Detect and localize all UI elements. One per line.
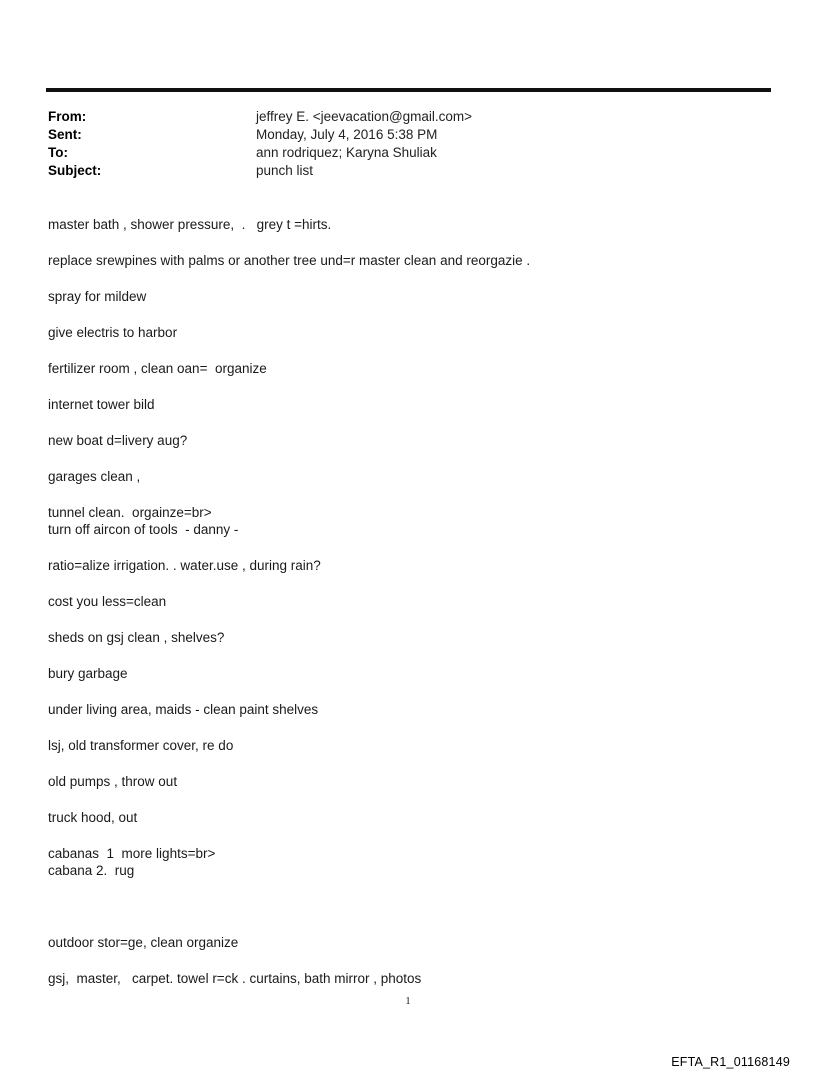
email-header [48, 108, 472, 180]
subject-value: punch list [256, 163, 314, 178]
from-label: From: [48, 109, 87, 124]
body-line: replace srewpines with palms or another tree und=r master clean and reorgazie . [48, 253, 531, 268]
body-line: outdoor stor=ge, clean organize [48, 935, 239, 950]
body-line: gsj, master, carpet. towel r=ck . curtains, bath mirror , photos [48, 971, 422, 986]
body-line: ratio=alize irrigation. . water.use , during rain? [48, 558, 321, 573]
sent-label: Sent: [48, 127, 82, 142]
email-body [48, 216, 748, 987]
body-line: under living area, maids - clean paint shelves [48, 702, 319, 717]
to-value: ann rodriquez; Karyna Shuliak [256, 145, 437, 160]
body-line: spray for mildew [48, 289, 147, 304]
from-value: jeffrey E. <jeevacation@gmail.com> [256, 109, 473, 124]
subject-label: Subject: [48, 163, 102, 178]
body-line: lsj, old transformer cover, re do [48, 738, 234, 753]
body-line: cabanas 1 more lights=br> [48, 846, 216, 861]
body-line: fertilizer room , clean oan= organize [48, 361, 267, 376]
to-label: To: [48, 145, 68, 160]
body-line: sheds on gsj clean , shelves? [48, 630, 225, 645]
body-line: truck hood, out [48, 810, 138, 825]
body-line: turn off aircon of tools - danny - [48, 522, 239, 537]
body-line: garages clean , [48, 469, 141, 484]
document-id: EFTA_R1_01168149 [671, 1055, 790, 1069]
body-line: give electris to harbor [48, 325, 178, 340]
to-row [48, 144, 472, 162]
from-row [48, 108, 472, 126]
body-line: master bath , shower pressure, . grey t =hirts. [48, 217, 332, 232]
body-line: new boat d=livery aug? [48, 433, 188, 448]
body-line: cost you less=clean [48, 594, 167, 609]
body-line: tunnel clean. orgainze=br> [48, 505, 212, 520]
sent-value: Monday, July 4, 2016 5:38 PM [256, 127, 438, 142]
sent-row [48, 126, 472, 144]
body-line: internet tower bild [48, 397, 155, 412]
page-number: 1 [405, 995, 411, 1007]
body-line: cabana 2. rug [48, 863, 135, 878]
subject-row [48, 162, 472, 180]
body-line: old pumps , throw out [48, 774, 178, 789]
header-divider [46, 88, 771, 92]
body-line: bury garbage [48, 666, 128, 681]
